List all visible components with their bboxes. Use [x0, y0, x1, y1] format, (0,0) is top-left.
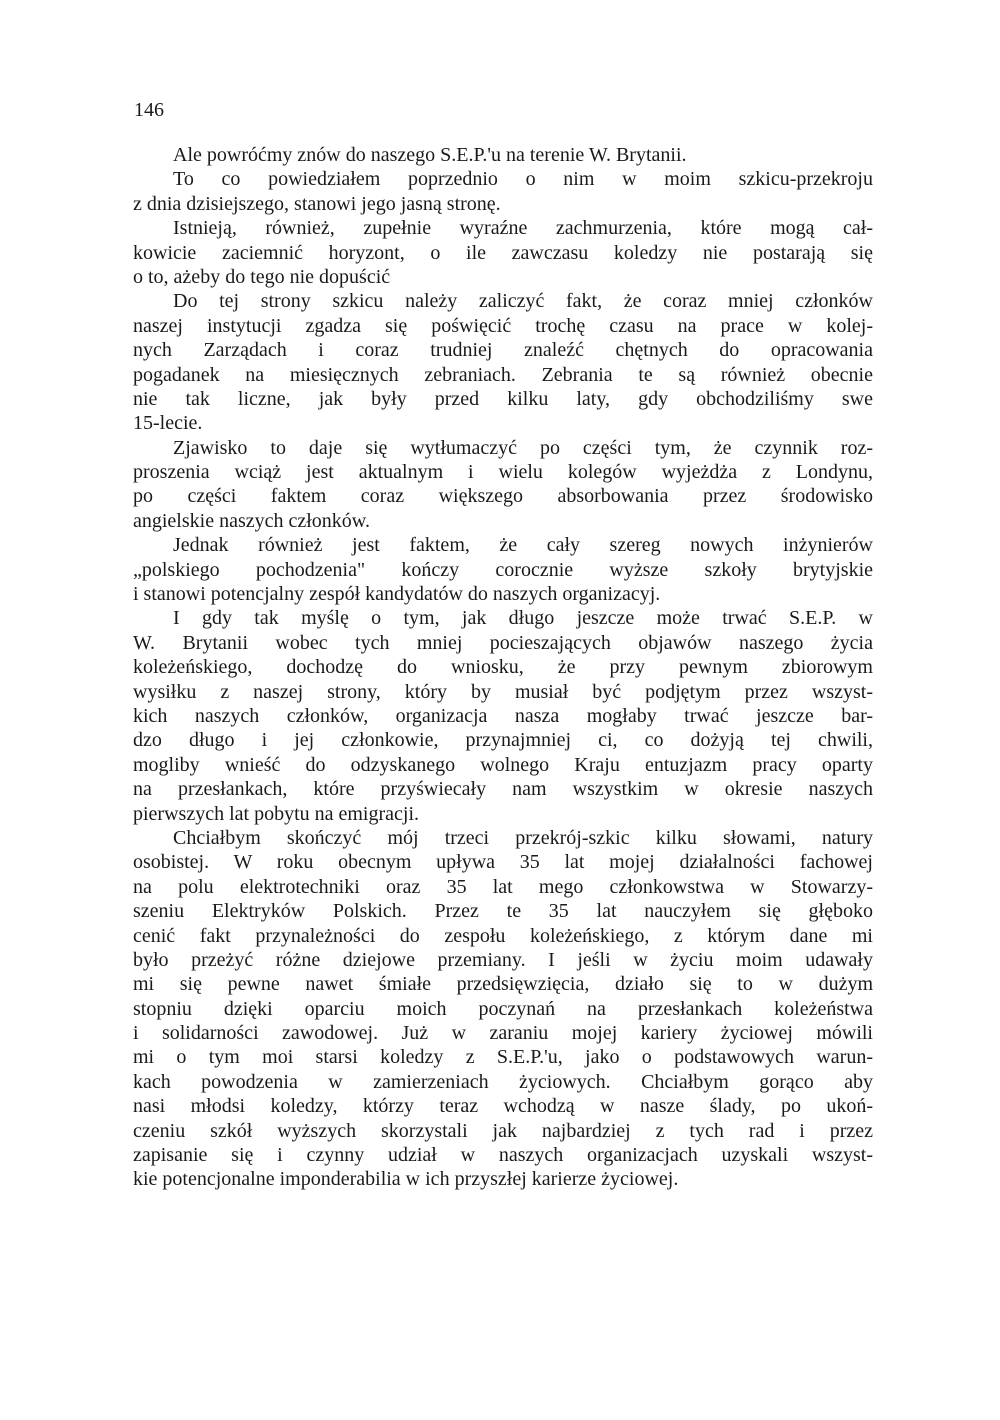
text-line: było przeżyć różne dziejowe przemiany. I jeśli w życiu moim udawały	[133, 948, 873, 971]
text-line: i solidarności zawodowej. Już w zaraniu mojej kariery życiowej mówili	[133, 1022, 873, 1045]
text-line: nych Zarządach i coraz trudniej znaleźć chętnych do opracowania	[133, 339, 873, 362]
text-line: czeniu szkół wyższych skorzystali jak najbardziej z tych rad i przez	[133, 1119, 873, 1142]
paragraph	[133, 289, 873, 435]
paragraph	[133, 167, 873, 216]
text-line: mogliby wnieść do odzyskanego wolnego Kraju entuzjazm pracy oparty	[133, 753, 873, 776]
text-line: mi się pewne nawet śmiałe przedsięwzięcia, działo się to w dużym	[133, 973, 873, 996]
paragraph	[133, 216, 873, 289]
text-line: o to, ażeby do tego nie dopuścić	[133, 265, 391, 288]
text-line: Do tej strony szkicu należy zaliczyć fakt, że coraz mniej członków	[173, 290, 873, 313]
text-line: pierwszych lat pobytu na emigracji.	[133, 802, 420, 825]
text-line: szeniu Elektryków Polskich. Przez te 35 lat nauczyłem się głęboko	[133, 900, 873, 923]
text-line: na przesłankach, które przyświecały nam wszystkim w okresie naszych	[133, 778, 873, 801]
text-line: po części faktem coraz większego absorbowania przez środowisko	[133, 485, 873, 508]
text-line: nasi młodsi koledzy, którzy teraz wchodzą w nasze ślady, po ukoń-	[133, 1095, 873, 1118]
paragraph	[133, 606, 873, 826]
text-line: i stanowi potencjalny zespół kandydatów do naszych organizacyj.	[133, 583, 661, 606]
paragraph	[133, 436, 873, 534]
paragraph	[133, 143, 873, 167]
text-line: kie potencjonalne imponderabilia w ich przyszłej karierze życiowej.	[133, 1168, 679, 1191]
text-line: kach powodzenia w zamierzeniach życiowych. Chciałbym gorąco aby	[133, 1070, 873, 1093]
text-line: mi o tym moi starsi koledzy z S.E.P.'u, jako o podstawowych warun-	[133, 1046, 873, 1069]
text-line: Zjawisko to daje się wytłumaczyć po części tym, że czynnik roz-	[173, 436, 873, 459]
text-line: pogadanek na miesięcznych zebraniach. Zebrania te są również obecnie	[133, 363, 873, 386]
text-line: 15-lecie.	[133, 412, 203, 435]
text-line: dzo długo i jej członkowie, przynajmniej ci, co dożyją tej chwili,	[133, 729, 873, 752]
text-line: „polskiego pochodzenia" kończy corocznie wyższe szkoły brytyjskie	[133, 558, 873, 581]
paragraph	[133, 826, 873, 1192]
text-line: W. Brytanii wobec tych mniej pocieszających objawów naszego życia	[133, 631, 873, 654]
text-line: zapisanie się i czynny udział w naszych organizacjach uzyskali wszyst-	[133, 1144, 873, 1167]
text-line: Istnieją, również, zupełnie wyraźne zachmurzenia, które mogą cał-	[173, 217, 873, 240]
text-line: na polu elektrotechniki oraz 35 lat mego członkowstwa w Stowarzy-	[133, 875, 873, 898]
page-number: 146	[134, 99, 164, 121]
text-line: wysiłku z naszej strony, który by musiał być podjętym przez wszyst-	[133, 680, 873, 703]
text-line: nie tak liczne, jak były przed kilku laty, gdy obchodziliśmy swe	[133, 387, 873, 410]
text-line: To co powiedziałem poprzednio o nim w moim szkicu-przekroju	[173, 168, 873, 191]
text-line: naszej instytucji zgadza się poświęcić trochę czasu na prace w kolej-	[133, 314, 873, 337]
text-line: cenić fakt przynależności do zespołu koleżeńskiego, z którym dane mi	[133, 924, 873, 947]
paragraph	[133, 533, 873, 606]
text-line: Ale powróćmy znów do naszego S.E.P.'u na terenie W. Brytanii.	[173, 144, 687, 166]
body-text	[133, 143, 873, 1192]
text-line: I gdy tak myślę o tym, jak długo jeszcze może trwać S.E.P. w	[173, 607, 873, 630]
text-line: proszenia wciąż jest aktualnym i wielu kolegów wyjeżdża z Londynu,	[133, 461, 873, 484]
text-line: Jednak również jest faktem, że cały szereg nowych inżynierów	[173, 534, 873, 557]
text-line: koleżeńskiego, dochodzę do wniosku, że przy pewnym zbiorowym	[133, 656, 873, 679]
text-line: kowicie zaciemnić horyzont, o ile zawczasu koledzy nie postarają się	[133, 241, 873, 264]
text-line: z dnia dzisiejszego, stanowi jego jasną stronę.	[133, 192, 501, 215]
text-line: Chciałbym skończyć mój trzeci przekrój-szkic kilku słowami, natury	[173, 826, 873, 849]
text-line: stopniu dzięki oparciu moich poczynań na przesłankach koleżeństwa	[133, 997, 873, 1020]
text-line: osobistej. W roku obecnym upływa 35 lat mojej działalności fachowej	[133, 851, 873, 874]
text-line: kich naszych członków, organizacja nasza mogłaby trwać jeszcze bar-	[133, 704, 873, 727]
text-line: angielskie naszych członków.	[133, 509, 370, 532]
